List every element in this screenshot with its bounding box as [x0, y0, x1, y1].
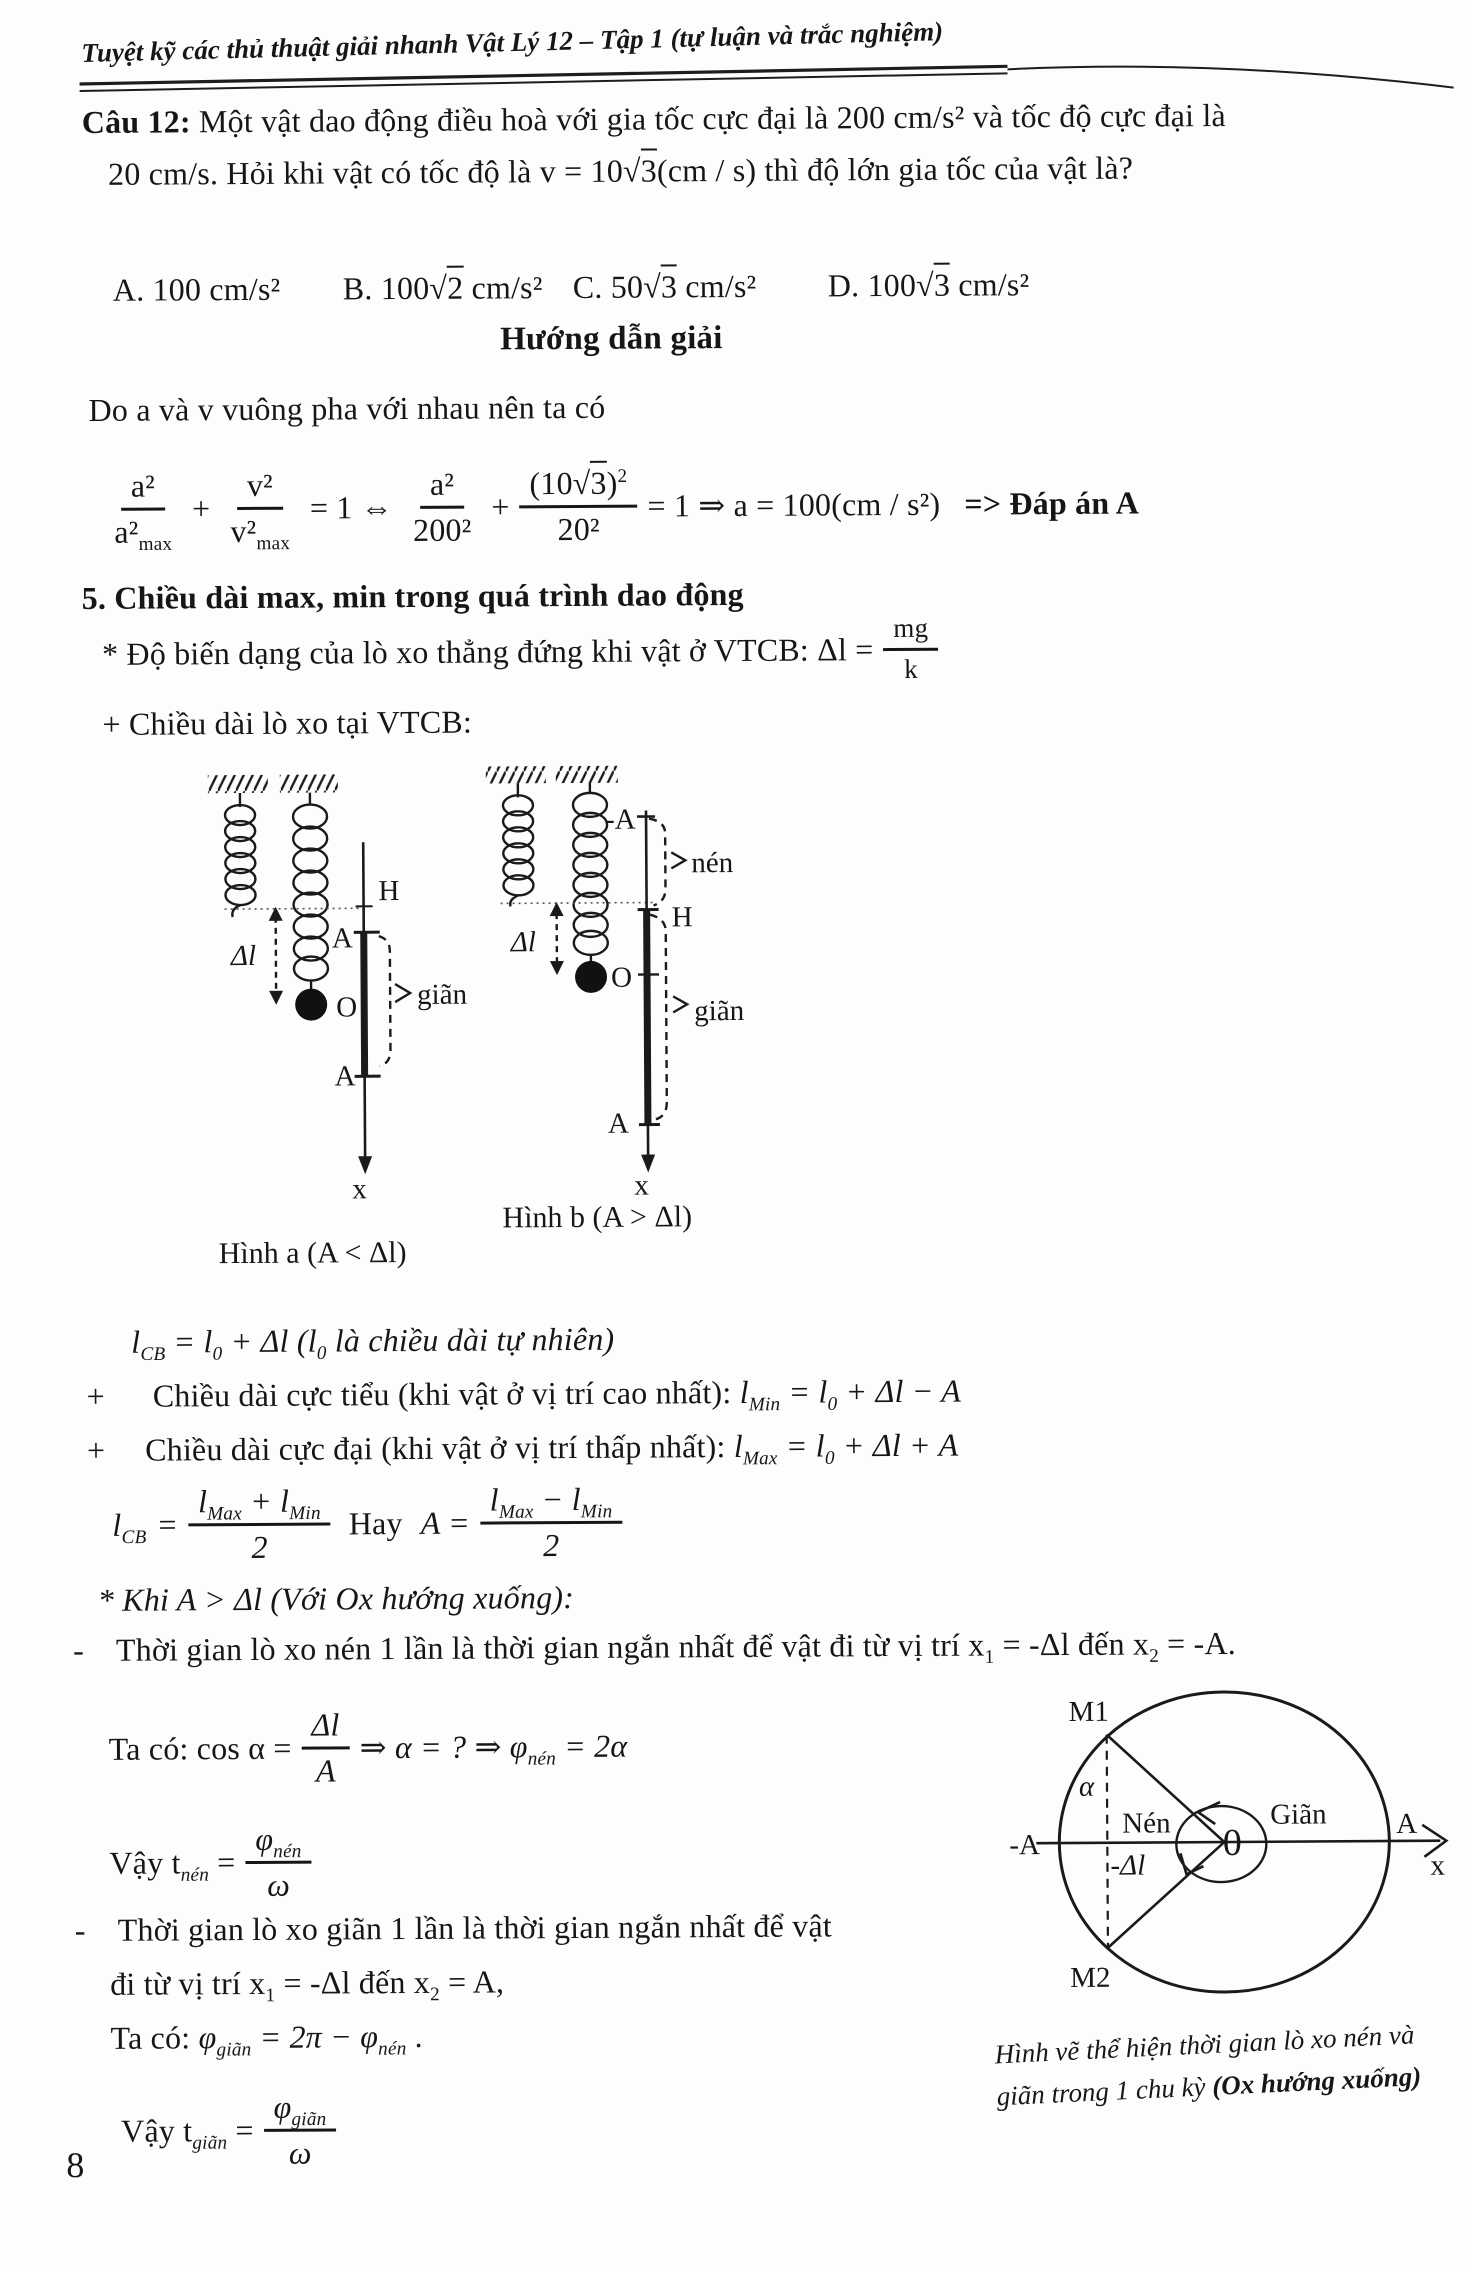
ceiling-hatch	[208, 775, 268, 793]
math-subscript: Min	[289, 1502, 321, 1524]
math-text: + Δl − A	[837, 1372, 962, 1410]
gian-label: giãn	[694, 994, 745, 1028]
bullet: -	[73, 1631, 85, 1669]
option-c	[573, 268, 757, 306]
body-text: = -Δl đến x	[994, 1625, 1150, 1663]
delta-l-label: Δl	[230, 939, 257, 973]
math-text: l	[197, 1482, 208, 1519]
body-text: = -Δl đến x	[275, 1963, 431, 2001]
oscillation-span	[647, 910, 648, 1125]
option-text: D. 100	[827, 266, 917, 304]
question-text: thì độ lớn gia tốc của vật là?	[756, 149, 1134, 188]
sqrt-radicand: 3	[661, 264, 677, 304]
math-subscript: giãn	[192, 2132, 228, 2154]
t-gian-line	[121, 2074, 337, 2185]
oscillation-span	[364, 932, 365, 1076]
math-subscript: 0	[212, 1343, 223, 1365]
neg-amplitude-label: -A	[604, 803, 636, 836]
fraction-denominator: 2	[251, 1528, 268, 1565]
sqrt-radicand: 3	[590, 460, 606, 500]
fraction-denominator: 200²	[412, 511, 472, 548]
fraction-denominator	[220, 509, 300, 554]
math-subscript: giãn	[291, 2108, 327, 2130]
body-text: = -A.	[1158, 1624, 1237, 1662]
fraction-denominator: 2	[543, 1526, 560, 1563]
phase-circle-diagram	[983, 1661, 1472, 2044]
body-text: Chiều dài cực đại (khi vật ở vị trí thấp nhất):	[145, 1428, 734, 1468]
math-operator: +	[191, 489, 211, 526]
bullet: -	[74, 1911, 86, 1949]
caption-emphasis: (Ox hướng xuống)	[1211, 2060, 1422, 2101]
fraction-denominator: A	[315, 1751, 336, 1789]
lcb-amplitude-equation	[112, 1463, 623, 1584]
t-nen-line	[109, 1811, 312, 1914]
gian-bracket	[379, 936, 411, 1066]
body-text: Ta có: cos α =	[108, 1729, 292, 1767]
body-text	[120, 2111, 254, 2154]
math-text: = l	[165, 1323, 213, 1360]
math-subscript: nén	[273, 1840, 302, 1862]
origin-label: O	[336, 991, 358, 1024]
answer-callout: => Đáp án A	[964, 484, 1140, 522]
math-text: = l	[780, 1373, 828, 1410]
m1-label: M1	[1068, 1695, 1109, 1728]
gian-bracket	[650, 914, 688, 1119]
chord-m1-m2	[1107, 1735, 1108, 1948]
body-text: Thời gian lò xo nén 1 lần là thời gian ngắn nhất để vật đi từ vị trí x	[115, 1626, 985, 1668]
math-text: A =	[420, 1504, 470, 1541]
h-label: H	[671, 901, 693, 934]
lcb-line	[131, 1320, 615, 1366]
gian-time-line-2	[110, 1963, 505, 2007]
math-subscript: 1	[265, 1985, 276, 2007]
nen-label: nén	[691, 847, 734, 880]
solution-heading: Hướng dẫn giải	[500, 320, 723, 358]
math-operator: = 1 ⇔	[309, 488, 394, 526]
spring-diagrams	[128, 751, 921, 1274]
m2-label: M2	[1070, 1961, 1111, 1994]
math-text: − l	[533, 1480, 581, 1517]
fraction	[188, 1482, 331, 1565]
option-b	[343, 269, 543, 307]
math-text: ⇒ α = ? ⇒ φ	[359, 1728, 528, 1766]
body-text: = A,	[439, 1963, 505, 2000]
math-text: l	[112, 1506, 122, 1543]
math-text: (10	[529, 464, 573, 501]
page-number: 8	[66, 2145, 85, 2186]
math-text: v²	[230, 512, 257, 549]
math-subscript: CB	[121, 1526, 147, 1548]
caption-line-1: Hình vẽ thể hiện thời gian lò xo nén và	[993, 2019, 1415, 2070]
body-text: Vậy t	[120, 2111, 193, 2149]
natural-length-guide	[501, 903, 653, 904]
bullet: +	[86, 1431, 106, 1468]
khi-line: * Khi A > Δl (Với Ox hướng xuống):	[97, 1578, 575, 1618]
origin-label: O	[610, 961, 633, 994]
neg-delta-l-label: -Δl	[1110, 1849, 1146, 1882]
sqrt-sign: √	[429, 269, 448, 306]
math-subscript: Max	[742, 1448, 778, 1470]
question-text: (cm / s)	[656, 151, 757, 189]
math-text: = 2π − φ	[251, 2018, 379, 2055]
gian-region-label: Giãn	[1270, 1798, 1327, 1831]
solution-equation	[104, 438, 1140, 574]
x-axis	[353, 842, 381, 1174]
x-axis-label: x	[634, 1169, 649, 1202]
body-text	[109, 1843, 236, 1886]
ceiling-hatch	[486, 766, 546, 783]
spring-natural	[503, 783, 534, 906]
math-subscript: Min	[748, 1394, 781, 1416]
fraction	[883, 613, 938, 684]
body-text: Thời gian lò xo giãn 1 lần là thời gian ngắn nhất để vật	[117, 1907, 833, 1948]
math-text: l	[739, 1373, 749, 1410]
nen-region-label: Nén	[1122, 1807, 1171, 1840]
fraction	[519, 464, 637, 547]
body-text: * Độ biến dạng của lò xo thẳng đứng khi vật ở VTCB: Δl =	[101, 630, 874, 672]
fraction-denominator	[104, 510, 182, 555]
h-label: H	[378, 875, 400, 908]
lmin-line	[86, 1373, 961, 1415]
fraction-numerator: mg	[883, 613, 938, 650]
amplitude-label: A	[1396, 1807, 1418, 1840]
math-text: + Δl + A	[834, 1426, 959, 1464]
option-text: A. 100	[112, 271, 210, 308]
delta-l-arrow	[550, 902, 564, 975]
cos-alpha-line	[108, 1693, 627, 1802]
fraction-denominator: ω	[267, 1866, 291, 1903]
math-text: + l	[241, 1482, 290, 1519]
phi-gian-line	[110, 2017, 423, 2061]
delta-l-arrow	[269, 907, 284, 1005]
math-text: φ	[273, 2088, 292, 2125]
fraction-numerator: Δl	[301, 1706, 349, 1749]
gian-time-line-1	[75, 1907, 832, 1949]
fraction-denominator: 20²	[557, 510, 600, 547]
option-text: cm/s²	[949, 266, 1030, 303]
math-text: )	[606, 464, 618, 501]
amplitude-bottom-label: A	[334, 1060, 356, 1093]
option-text: cm/s²	[677, 267, 757, 305]
ceiling-hatch	[556, 766, 618, 783]
fraction	[480, 1480, 623, 1563]
math-text: a²	[114, 513, 139, 550]
math-subscript: max	[256, 532, 291, 554]
fraction-numerator	[245, 1820, 311, 1863]
figure-b-caption: Hình b (A > Δl)	[502, 1200, 693, 1235]
question-line-1	[82, 97, 1226, 141]
fraction	[301, 1706, 350, 1789]
math-subscript: 2	[1149, 1645, 1160, 1667]
option-text: cm/s²	[209, 270, 281, 308]
figure-a	[208, 774, 469, 1271]
fraction-denominator: ω	[288, 2134, 312, 2171]
sqrt-sign: √	[916, 266, 934, 303]
sqrt-sign: √	[572, 464, 591, 501]
fraction-numerator: a²	[121, 467, 165, 510]
math-operator: =	[227, 2111, 254, 2148]
running-header: Tuyệt kỹ các thủ thuật giải nhanh Vật Lý 12 – Tập 1 (tự luận và trắc nghiệm)	[80, 16, 944, 68]
body-text: Vậy t	[109, 1843, 181, 1881]
math-operator: =	[208, 1843, 236, 1880]
nen-bracket	[649, 818, 686, 905]
math-subscript: 0	[827, 1393, 838, 1415]
neg-amplitude-label: -A	[1009, 1829, 1041, 1862]
math-subscript: 0	[316, 1342, 327, 1364]
math-text: = 2α	[555, 1727, 628, 1765]
bullet: +	[86, 1377, 105, 1414]
sqrt-sign: √	[622, 152, 641, 189]
ceiling-hatch	[280, 774, 338, 792]
option-text: B. 100	[342, 269, 430, 307]
fraction-numerator: v²	[237, 466, 283, 509]
delta-l-label: Δl	[510, 926, 536, 959]
option-d	[828, 266, 1030, 304]
math-text	[112, 1506, 147, 1548]
math-superscript: 2	[617, 465, 628, 487]
origin-label: 0	[1222, 1821, 1242, 1865]
math-operator: +	[491, 487, 510, 524]
vtcb-line: + Chiều dài lò xo tại VTCB:	[102, 703, 473, 742]
fraction	[104, 467, 182, 555]
math-subscript: 1	[984, 1646, 995, 1668]
fraction-numerator	[519, 464, 637, 508]
amplitude-top-label: A	[331, 922, 353, 955]
math-subscript: 0	[824, 1447, 835, 1469]
fraction-numerator: a²	[420, 465, 464, 508]
math-text: l	[489, 1481, 499, 1518]
sqrt-radicand: 3	[641, 148, 657, 188]
fraction	[245, 1820, 312, 1903]
option-text: cm/s²	[463, 269, 543, 306]
math-subscript: 2	[430, 1984, 440, 2006]
math-text: là chiều dài tự nhiên)	[326, 1320, 615, 1359]
sqrt-sign: √	[643, 268, 662, 305]
fraction-numerator	[188, 1482, 331, 1526]
x-axis-label: x	[1430, 1849, 1446, 1882]
body-text: Ta có:	[110, 2019, 199, 2056]
math-subscript: nén	[180, 1864, 210, 1886]
question-text: 20 cm/s. Hỏi khi vật có tốc độ là v = 10	[108, 152, 624, 192]
math-text: + Δl (l	[222, 1322, 317, 1360]
amplitude-bottom-label: A	[607, 1107, 629, 1140]
spring-natural	[225, 793, 256, 917]
sqrt-radicand: 2	[447, 266, 463, 306]
math-text	[359, 1727, 628, 1770]
body-text: đi từ vị trí x	[110, 1964, 266, 2002]
math-subscript: Min	[580, 1500, 613, 1523]
gian-label: giãn	[417, 978, 468, 1011]
math-text: φ	[255, 1820, 274, 1857]
body-text: Chiều dài cực tiểu (khi vật ở vị trí cao nhất):	[152, 1373, 740, 1414]
math-text: = l	[777, 1427, 825, 1464]
math-subscript: max	[138, 533, 173, 555]
question-line-2	[108, 150, 1133, 193]
fraction-numerator	[480, 1480, 623, 1524]
figure-b	[486, 765, 746, 1235]
math-subscript: nén	[378, 2038, 407, 2060]
alpha-label: α	[1078, 1770, 1095, 1803]
fraction-numerator	[263, 2088, 336, 2131]
mass-ball	[575, 961, 607, 993]
math-text: φ	[198, 2019, 217, 2056]
option-a	[113, 271, 281, 309]
section-heading: 5. Chiều dài max, min trong quá trình dao động	[81, 575, 744, 616]
math-text: l	[131, 1323, 141, 1360]
fraction	[263, 2088, 336, 2171]
math-subscript: Max	[207, 1503, 242, 1525]
math-text: l	[733, 1427, 743, 1465]
header-rule	[77, 52, 1467, 104]
figure-a-caption: Hình a (A < Δl)	[218, 1236, 407, 1271]
math-subscript: CB	[140, 1343, 166, 1366]
body-text: Hay	[348, 1504, 403, 1541]
math-text: = 1 ⇒ a = 100(cm / s²)	[647, 485, 941, 524]
math-operator: =	[156, 1505, 179, 1543]
math-text: .	[406, 2017, 423, 2055]
math-subscript: giãn	[216, 2039, 252, 2061]
spring-stretched	[293, 792, 328, 1020]
fraction	[403, 465, 482, 548]
fraction	[220, 466, 300, 554]
spring-stretched	[573, 783, 608, 993]
natural-length-guide	[225, 908, 369, 909]
math-subscript: Max	[498, 1501, 534, 1523]
math-subscript: nén	[527, 1748, 557, 1770]
caption-text: giãn trong 1 chu kỳ	[995, 2070, 1213, 2112]
sqrt-radicand: 3	[934, 263, 950, 303]
question-text: Một vật dao động điều hoà với gia tốc cực đại là 200 cm/s² và tốc độ cực đại là	[190, 96, 1226, 140]
x-axis-label: x	[352, 1173, 367, 1206]
deformation-line	[102, 609, 939, 694]
fraction-denominator: k	[904, 653, 918, 684]
solution-intro: Do a và v vuông pha với nhau nên ta có	[88, 388, 606, 428]
option-text: C. 50	[572, 268, 644, 305]
question-number: Câu 12:	[81, 103, 191, 140]
mass-ball	[295, 988, 327, 1020]
